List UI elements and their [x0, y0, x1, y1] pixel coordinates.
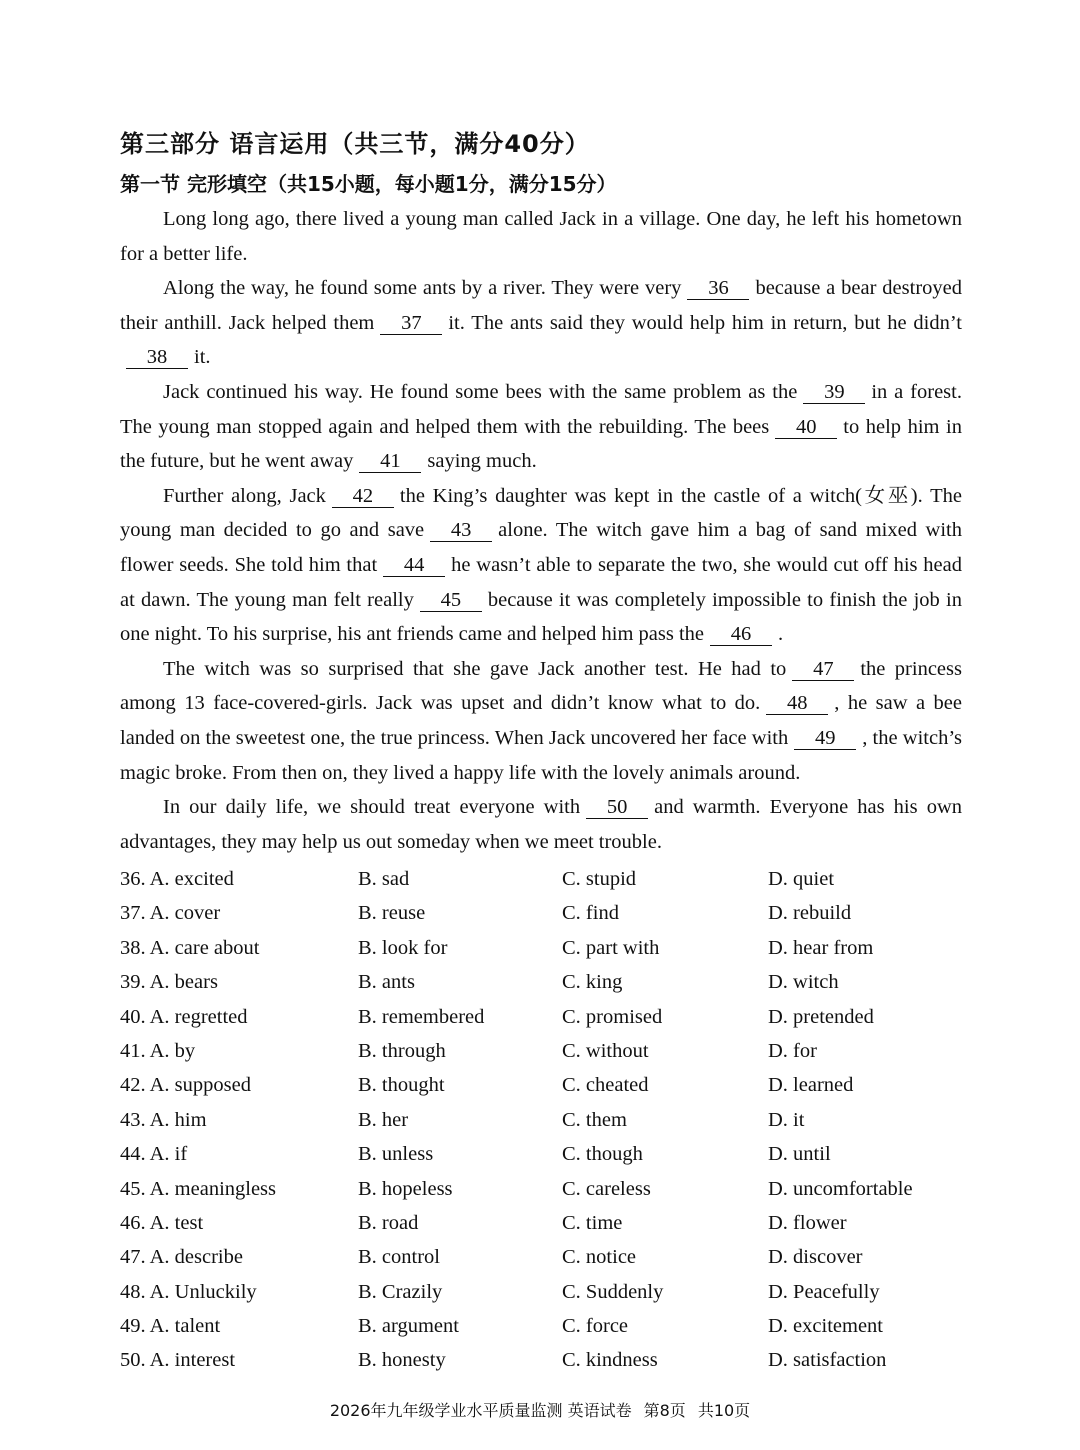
option-b: B. unless [358, 1143, 434, 1166]
option-row [120, 1000, 962, 1034]
option-d: D. satisfaction [768, 1349, 887, 1372]
option-a: 45. A. meaningless [120, 1177, 277, 1200]
blank-44: 44 [383, 554, 445, 577]
passage-text: In our daily life, we should treat everyone with [163, 796, 581, 819]
option-a: 38. A. care about [120, 936, 260, 959]
option-row [120, 1172, 962, 1206]
option-c: C. promised [562, 1005, 663, 1028]
exam-title: 2026年九年级学业水平质量监测 英语试卷 [329, 1401, 632, 1420]
paragraph-4 [120, 479, 962, 652]
passage-text: the King’s daughter was kept in the castle of a witch(女巫). The young man decided to go and save [120, 484, 962, 542]
option-b: B. Crazily [358, 1280, 443, 1303]
option-d: D. Peacefully [768, 1280, 880, 1303]
blank-48: 48 [766, 692, 828, 715]
blank-38: 38 [126, 346, 188, 369]
passage-text: because a bear destroyed their anthill. Jack helped them [120, 277, 962, 334]
option-b: B. through [358, 1039, 446, 1062]
option-row [120, 1103, 962, 1137]
section-title: 第三部分 语言运用（共三节，满分40分） [120, 130, 590, 158]
passage-text: Long long ago, there lived a young man called Jack in a village. One day, he left his hometown for a better life. [120, 208, 962, 265]
option-a: 36. A. excited [120, 868, 234, 890]
option-d: D. uncomfortable [768, 1177, 913, 1200]
option-c: C. cheated [562, 1074, 649, 1097]
subsection-title: 第一节 完形填空（共15小题，每小题1分，满分15分） [120, 172, 617, 196]
option-b: B. look for [358, 936, 448, 959]
option-d: D. learned [768, 1074, 854, 1097]
option-b: B. hopeless [358, 1177, 453, 1200]
option-b: B. sad [358, 868, 410, 890]
option-row [120, 1068, 962, 1102]
option-row [120, 1240, 962, 1274]
option-c: C. stupid [562, 868, 637, 890]
option-d: D. flower [768, 1211, 847, 1234]
blank-50: 50 [586, 796, 648, 819]
option-row [120, 1343, 962, 1377]
option-b: B. honesty [358, 1349, 446, 1372]
page-number: 第8页 [643, 1401, 686, 1420]
option-c: C. notice [562, 1246, 637, 1269]
page-total: 共10页 [697, 1401, 751, 1420]
option-b: B. control [358, 1246, 440, 1269]
option-row [120, 1137, 962, 1171]
option-c: C. them [562, 1108, 627, 1131]
option-b: B. remembered [358, 1005, 485, 1028]
blank-49: 49 [794, 727, 856, 750]
blank-39: 39 [803, 381, 865, 404]
blank-37: 37 [380, 312, 442, 335]
blank-41: 41 [359, 450, 421, 473]
passage-text: The witch was so surprised that she gave Jack another test. He had to [163, 657, 787, 680]
option-d: D. discover [768, 1246, 863, 1269]
option-a: 47. A. describe [120, 1246, 243, 1269]
option-c: C. without [562, 1039, 649, 1062]
passage-text: saying much. [427, 450, 537, 473]
option-d: D. for [768, 1039, 817, 1062]
option-c: C. Suddenly [562, 1280, 664, 1303]
paragraph-6 [120, 790, 962, 859]
passage-text: because it was completely impossible to finish the job in one night. To his surprise, his ant friends came and helped him pass the [120, 588, 962, 646]
option-d: D. pretended [768, 1005, 874, 1028]
blank-46: 46 [710, 623, 772, 646]
paragraph-3 [120, 375, 962, 479]
option-a: 44. A. if [120, 1143, 188, 1166]
page-footer [0, 1398, 1080, 1421]
option-a: 43. A. him [120, 1108, 207, 1131]
option-a: 49. A. talent [120, 1315, 221, 1338]
option-a: 39. A. bears [120, 971, 218, 994]
passage-text: , the witch’s magic broke. From then on, they lived a happy life with the lovely animals around. [120, 726, 962, 784]
option-row [120, 965, 962, 999]
option-row [120, 1309, 962, 1343]
option-d: D. quiet [768, 868, 835, 890]
passage-text: and warmth. Everyone has his own advantages, they may help us out someday when we meet trouble. [120, 796, 962, 853]
passage-text: it. The ants said they would help him in return, but he didn’t [448, 311, 962, 334]
option-a: 46. A. test [120, 1211, 204, 1234]
option-d: D. excitement [768, 1315, 883, 1338]
option-row [120, 1034, 962, 1068]
cloze-passage [120, 202, 962, 859]
option-a: 41. A. by [120, 1039, 196, 1062]
option-a: 40. A. regretted [120, 1005, 248, 1028]
option-d: D. hear from [768, 936, 874, 959]
passage-text: , he saw a bee landed on the sweetest one, the true princess. When Jack uncovered her face with [120, 692, 963, 749]
passage-text: it. [194, 346, 211, 369]
option-c: C. find [562, 902, 619, 925]
passage-text: alone. The witch gave him a bag of sand mixed with flower seeds. She told him that [120, 519, 962, 576]
option-row [120, 896, 962, 930]
option-row [120, 1275, 962, 1309]
option-b: B. argument [358, 1315, 459, 1338]
option-b: B. thought [358, 1074, 445, 1097]
option-a: 42. A. supposed [120, 1074, 251, 1097]
paragraph-2 [120, 271, 962, 375]
passage-text: Jack continued his way. He found some bees with the same problem as the [163, 380, 798, 403]
option-b: B. reuse [358, 902, 426, 925]
blank-36: 36 [687, 277, 749, 300]
option-a: 37. A. cover [120, 902, 221, 925]
answer-options [120, 862, 962, 1378]
option-row [120, 1206, 962, 1240]
option-c: C. careless [562, 1177, 651, 1200]
option-c: C. kindness [562, 1349, 658, 1372]
option-d: D. until [768, 1143, 831, 1166]
passage-text: . [778, 623, 784, 646]
option-b: B. her [358, 1108, 409, 1131]
blank-45: 45 [420, 589, 482, 612]
paragraph-1 [120, 202, 962, 271]
option-c: C. part with [562, 936, 660, 959]
option-row [120, 862, 962, 896]
option-d: D. witch [768, 971, 839, 994]
option-a: 48. A. Unluckily [120, 1280, 257, 1303]
blank-47: 47 [792, 658, 854, 681]
passage-text: Along the way, he found some ants by a river. They were very [163, 277, 682, 300]
option-b: B. ants [358, 971, 415, 994]
option-d: D. it [768, 1108, 805, 1131]
option-c: C. though [562, 1143, 643, 1166]
paragraph-5 [120, 652, 962, 790]
option-c: C. king [562, 971, 623, 994]
option-c: C. time [562, 1211, 623, 1234]
blank-42: 42 [332, 485, 394, 508]
blank-43: 43 [430, 519, 492, 542]
passage-text: in a forest. The young man stopped again and helped them with the rebuilding. The bees [120, 380, 962, 438]
passage-text: Further along, Jack [163, 484, 326, 507]
option-c: C. force [562, 1315, 629, 1338]
passage-text: to help him in the future, but he went away [120, 415, 963, 473]
option-b: B. road [358, 1211, 419, 1234]
passage-text: he wasn’t able to separate the two, she would cut off his head at dawn. The young man felt really [120, 553, 962, 611]
option-a: 50. A. interest [120, 1349, 236, 1372]
option-d: D. rebuild [768, 902, 852, 925]
passage-text: the princess among 13 face-covered-girls. Jack was upset and didn’t know what to do. [120, 657, 962, 715]
option-row [120, 931, 962, 965]
blank-40: 40 [775, 416, 837, 439]
